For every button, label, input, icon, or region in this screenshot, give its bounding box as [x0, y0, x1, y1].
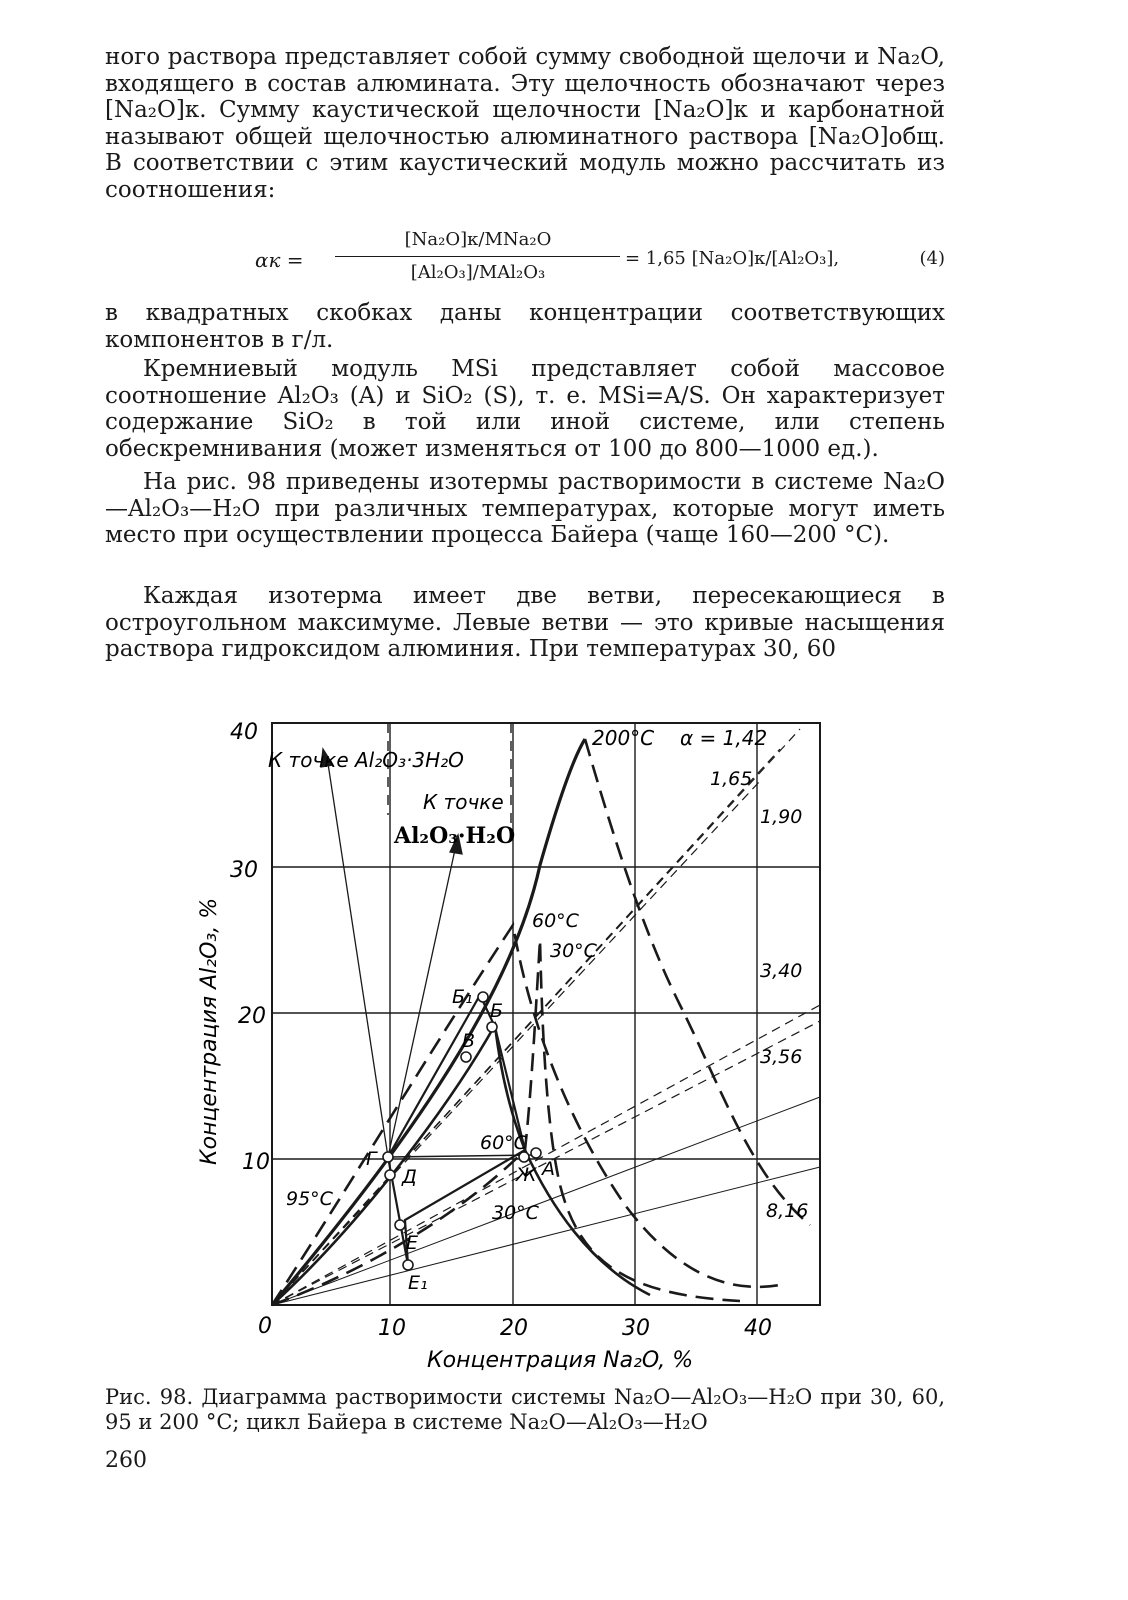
formula-numerator: [Na₂O]к/MNa₂O — [404, 229, 552, 250]
grid — [272, 723, 820, 1305]
point-label-e: Е — [406, 1232, 419, 1254]
label-3-56: 3,56 — [760, 1046, 803, 1068]
x-axis-label: Концентрация Na₂O, % — [427, 1348, 694, 1373]
label-monohydrate-2: Al₂O₃·H₂O — [394, 823, 516, 849]
solubility-diagram — [180, 705, 840, 1385]
y-tick-40: 40 — [230, 720, 258, 745]
point-label-zh: Ж — [516, 1164, 537, 1186]
x-tick-10: 10 — [378, 1316, 406, 1341]
label-30c-lower: 30°C — [492, 1202, 539, 1224]
y-axis-label: Концентрация Al₂O₃, % — [197, 897, 222, 1165]
isotherm-95 — [272, 925, 780, 1305]
label-monohydrate-1: К точке — [423, 790, 504, 814]
label-alpha-1-42: α = 1,42 — [680, 726, 768, 750]
label-60c-lower: 60°C — [480, 1132, 527, 1154]
point-label-e1: Е₁ — [408, 1272, 428, 1294]
figure-98 — [180, 705, 840, 1385]
label-3-40: 3,40 — [760, 960, 803, 982]
fraction-bar — [335, 256, 620, 257]
equation-number: (4) — [919, 248, 945, 269]
paragraph-2: в квадратных скобках даны концентрации соответствующих компонентов в г/л. — [105, 300, 945, 353]
label-1-65: 1,65 — [710, 768, 753, 790]
page-number: 260 — [105, 1448, 147, 1473]
label-trihydrate: К точке Al₂O₃·3H₂O — [268, 748, 464, 772]
point-label-v: В — [462, 1030, 476, 1052]
paragraph-5: Каждая изотерма имеет две ветви, пересекающиеся в остроугольном максимуме. Левые ветви — это кривые насыщения раствора гидроксидом алюминия. При температурах 30, 60 — [105, 583, 945, 663]
x-tick-20: 20 — [500, 1316, 528, 1341]
isotherm-60 — [272, 1025, 650, 1305]
paragraph-4: На рис. 98 приведены изотермы растворимости в системе Na₂O—Al₂O₃—H₂O при различных температурах, которые могут иметь место при осуществлении процесса Байера (чаще 160—200 °C). — [105, 469, 945, 549]
point-label-g: Г — [366, 1148, 377, 1170]
y-tick-10: 10 — [242, 1150, 270, 1175]
label-200c: 200°C — [592, 726, 655, 750]
x-tick-30: 30 — [622, 1316, 650, 1341]
point-label-b1: Б₁ — [452, 986, 473, 1008]
formula-rhs: = 1,65 [Na₂O]к/[Al₂O₃], — [625, 248, 840, 269]
x-tick-0: 0 — [258, 1314, 272, 1339]
formula-lhs: αк = — [255, 248, 304, 272]
isotherm-30 — [272, 940, 740, 1305]
point-label-b: Б — [490, 1000, 504, 1022]
point-label-a: А — [542, 1158, 555, 1180]
paragraph-1: ного раствора представляет собой сумму свободной щелочи и Na₂O, входящего в состав алюмината. Эту щелочность обозначают через [Na₂O]к. Сумму каустической щелочности [Na₂O]к и карбонатной называют общей щелочностью алюминатного раствора [Na₂O]общ. В соответствии с этим каустический модуль можно рассчитать из соотношения: — [105, 44, 945, 203]
y-tick-20: 20 — [238, 1004, 266, 1029]
figure-caption: Рис. 98. Диаграмма растворимости системы Na₂O—Al₂O₃—H₂O при 30, 60, 95 и 200 °C; цикл Байера в системе Na₂O—Al₂O₃—H₂O — [105, 1385, 945, 1434]
label-95c: 95°C — [286, 1188, 333, 1210]
label-1-90: 1,90 — [760, 806, 803, 828]
formula-denominator: [Al₂O₃]/MAl₂O₃ — [410, 262, 546, 283]
y-tick-30: 30 — [230, 858, 258, 883]
label-30c-upper: 30°C — [550, 940, 597, 962]
label-8-16: 8,16 — [766, 1200, 809, 1222]
plot-frame — [272, 723, 820, 1305]
x-tick-40: 40 — [744, 1316, 772, 1341]
paragraph-3: Кремниевый модуль MSi представляет собой массовое соотношение Al₂O₃ (A) и SiO₂ (S), т. е. MSi=A/S. Он характеризует содержание SiO₂ в той или иной системе, или степень обескремнивания (может изменяться от 100 до 800—1000 ед.). — [105, 356, 945, 462]
formula-4 — [105, 226, 945, 296]
label-60c-upper: 60°C — [532, 910, 579, 932]
point-label-d: Д — [402, 1166, 417, 1188]
